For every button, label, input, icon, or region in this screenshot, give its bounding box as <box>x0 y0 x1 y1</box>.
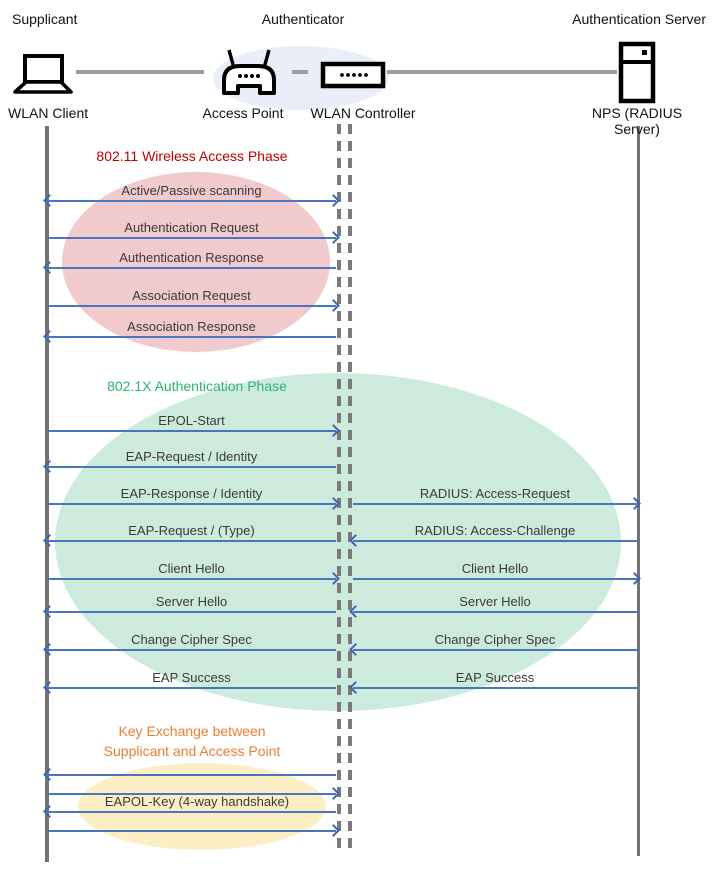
msg-authentication-request-arrow <box>47 237 336 239</box>
device-nps-radius-server: NPS (RADIUS Server) <box>591 105 683 137</box>
link-controller-server <box>387 70 617 74</box>
lifeline-controller-dash-right <box>348 124 352 852</box>
laptop-icon <box>12 53 74 95</box>
role-authenticator: Authenticator <box>261 11 345 27</box>
lifeline-controller-dash-left <box>337 124 341 852</box>
device-access-point: Access Point <box>202 105 284 121</box>
msg-server-hello-right-arrow <box>353 611 637 613</box>
msg-authentication-response-arrow <box>47 267 336 269</box>
msg-eap-success-left-arrow <box>47 687 336 689</box>
msg-authentication-response-label: Authentication Response <box>119 250 264 265</box>
phase-key-exchange-title <box>60 721 324 761</box>
msg-eap-response-identity-arrow <box>47 503 336 505</box>
msg-server-hello-right-label: Server Hello <box>459 594 531 609</box>
msg-eap-request-identity-arrow <box>47 466 336 468</box>
link-ap-controller <box>292 70 308 74</box>
msg-server-hello-left-arrow <box>47 611 336 613</box>
wlan-controller-icon <box>320 60 386 90</box>
msg-eap-response-identity-label: EAP-Response / Identity <box>120 486 263 501</box>
msg-eap-request-identity-label: EAP-Request / Identity <box>125 449 258 464</box>
phase-80211-title: 802.11 Wireless Access Phase <box>96 148 288 164</box>
msg-association-response-label: Association Response <box>127 319 256 334</box>
msg-radius-access-challenge-arrow <box>353 540 637 542</box>
role-supplicant: Supplicant <box>12 11 78 27</box>
msg-change-cipher-spec-right-label: Change Cipher Spec <box>434 632 556 647</box>
msg-association-request-label: Association Request <box>132 288 251 303</box>
msg-association-request-arrow <box>47 305 336 307</box>
msg-eap-request-type-arrow <box>47 540 336 542</box>
eapol-key-arrow-1 <box>47 774 336 776</box>
msg-eap-request-type-label: EAP-Request / (Type) <box>128 523 255 538</box>
msg-radius-access-request-label: RADIUS: Access-Request <box>419 486 571 501</box>
msg-epol-start-arrow <box>47 430 336 432</box>
phase-8021x-title: 802.1X Authentication Phase <box>107 378 287 394</box>
msg-change-cipher-spec-left-arrow <box>47 649 336 651</box>
device-wlan-controller: WLAN Controller <box>310 105 416 121</box>
msg-client-hello-left-arrow <box>47 578 336 580</box>
link-client-ap <box>76 70 204 74</box>
msg-authentication-request-label: Authentication Request <box>124 220 259 235</box>
msg-radius-access-challenge-label: RADIUS: Access-Challenge <box>414 523 576 538</box>
msg-eap-success-right-arrow <box>353 687 637 689</box>
msg-client-hello-right-arrow <box>353 578 637 580</box>
key-exchange-title-line1: Key Exchange between <box>118 723 266 739</box>
eapol-key-arrow-4 <box>47 830 336 832</box>
msg-radius-access-request-arrow <box>353 503 637 505</box>
msg-client-hello-left-label: Client Hello <box>158 561 225 576</box>
msg-eap-success-left-label: EAP Success <box>152 670 231 685</box>
lifeline-nps-server <box>637 126 640 856</box>
msg-client-hello-right-label: Client Hello <box>461 561 529 576</box>
msg-eapol-key-label: EAPOL-Key (4-way handshake) <box>104 794 290 809</box>
key-exchange-title-line2: Supplicant and Access Point <box>103 743 281 759</box>
eapol-key-arrow-3 <box>47 811 336 813</box>
role-authentication-server: Authentication Server <box>572 11 706 27</box>
msg-active-passive-scanning-arrow <box>47 200 336 202</box>
access-point-icon <box>219 46 279 100</box>
msg-active-passive-scanning-label: Active/Passive scanning <box>121 183 262 198</box>
msg-change-cipher-spec-left-label: Change Cipher Spec <box>131 632 252 647</box>
msg-change-cipher-spec-right-arrow <box>353 649 637 651</box>
server-icon <box>618 41 656 104</box>
msg-eap-success-right-label: EAP Success <box>455 670 535 685</box>
msg-association-response-arrow <box>47 336 336 338</box>
msg-epol-start-label: EPOL-Start <box>158 413 225 428</box>
msg-server-hello-left-label: Server Hello <box>155 594 228 609</box>
device-wlan-client: WLAN Client <box>8 105 89 121</box>
